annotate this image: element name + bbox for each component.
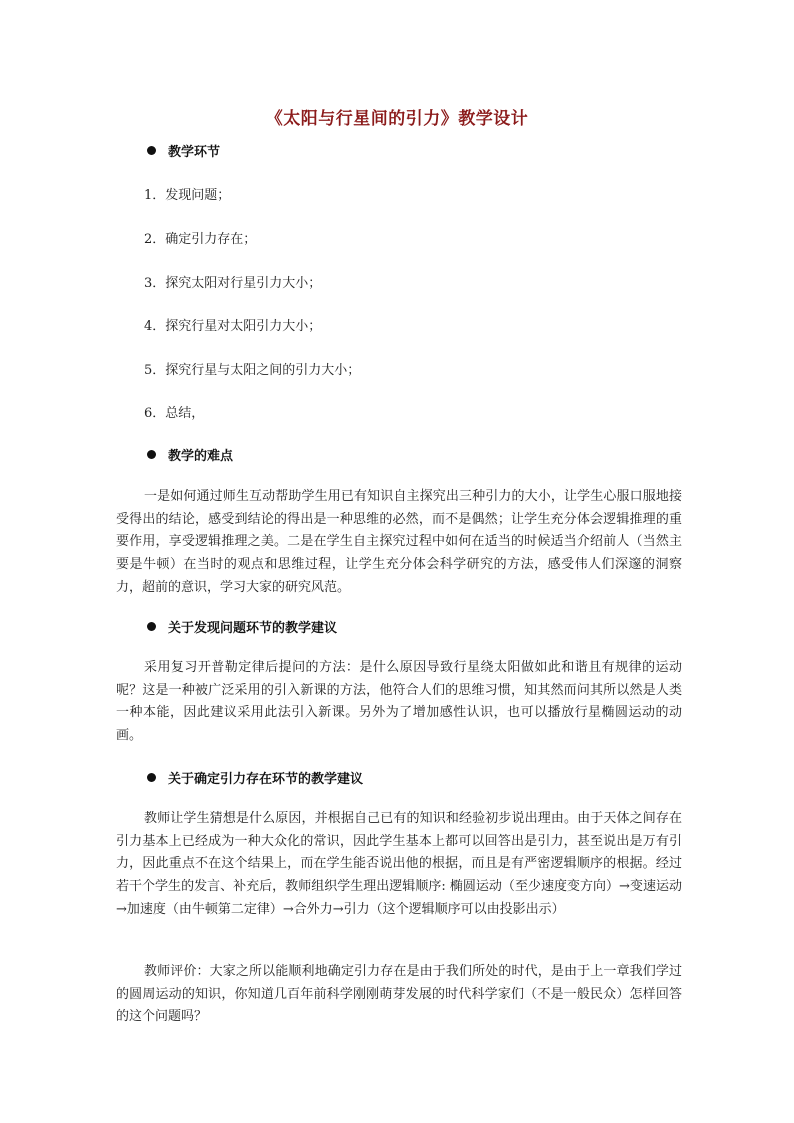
section-heading-difficulties (147, 445, 233, 464)
section-heading-teaching-steps (147, 141, 220, 160)
section-heading-discover-problem (147, 617, 337, 636)
list-item: 2．确定引力存在； (144, 232, 257, 247)
section-heading-label: 关于发现问题环节的教学建议 (168, 621, 338, 636)
section-heading-label: 教学的难点 (168, 449, 234, 464)
list-item: 4．探究行星对太阳引力大小； (144, 319, 322, 334)
bullet-icon (147, 622, 156, 631)
bullet-icon (147, 450, 156, 459)
paragraph: 采用复习开普勒定律后提问的方法：是什么原因导致行星绕太阳做如此和谐且有规律的运动呢？这是一种被广泛采用的引入新课的方法，他符合人们的思维习惯，知其然而问其所以然是人类一种本能，因此建议采用此法引入新课。另外为了增加感性认识，也可以播放行星椭圆运动的动画。 (116, 660, 682, 744)
list-item: 1．发现问题； (144, 188, 231, 203)
document-title: 《太阳与行星间的引力》教学设计 (265, 109, 529, 129)
section-heading-confirm-gravity (147, 768, 363, 787)
list-item: 5．探究行星与太阳之间的引力大小； (144, 363, 361, 378)
paragraph: 教师让学生猜想是什么原因，并根据自己已有的知识和经验初步说出理由。由于天体之间存在引力基本上已经成为一种大众化的常识，因此学生基本上都可以回答出是引力，甚至说出是万有引力，因此重点不在这个结果上，而在学生能否说出他的根据，而且是有严密逻辑顺序的根据。经过若干个学生的发言、补充后，教师组织学生理出逻辑顺序: 椭圆运动（至少速度变方向）→变速运动→加速度（由牛顿第二定律）→合外力→引力（这个逻辑顺序可以由投影出示） (116, 811, 682, 917)
paragraph: 教师评价：大家之所以能顺利地确定引力存在是由于我们所处的时代，是由于上一章我们学过的圆周运动的知识，你知道几百年前科学刚刚萌芽发展的时代科学家们（不是一般民众）怎样回答的这个问题吗？ (116, 964, 682, 1025)
bullet-icon (147, 773, 156, 782)
list-item: 6．总结， (144, 406, 205, 421)
bullet-icon (147, 146, 156, 155)
list-item: 3．探究太阳对行星引力大小； (144, 276, 322, 291)
paragraph: 一是如何通过师生互动帮助学生用已有知识自主探究出三种引力的大小，让学生心服口服地接受得出的结论，感受到结论的得出是一种思维的必然，而不是偶然；让学生充分体会逻辑推理的重要作用，享受逻辑推理之美。二是在学生自主探究过程中如何在适当的时候适当介绍前人（当然主要是牛顿）在当时的观点和思维过程，让学生充分体会科学研究的方法，感受伟人们深邃的洞察力，超前的意识，学习大家的研究风范。 (116, 489, 682, 595)
section-heading-label: 教学环节 (168, 145, 221, 160)
section-heading-label: 关于确定引力存在环节的教学建议 (168, 772, 364, 787)
